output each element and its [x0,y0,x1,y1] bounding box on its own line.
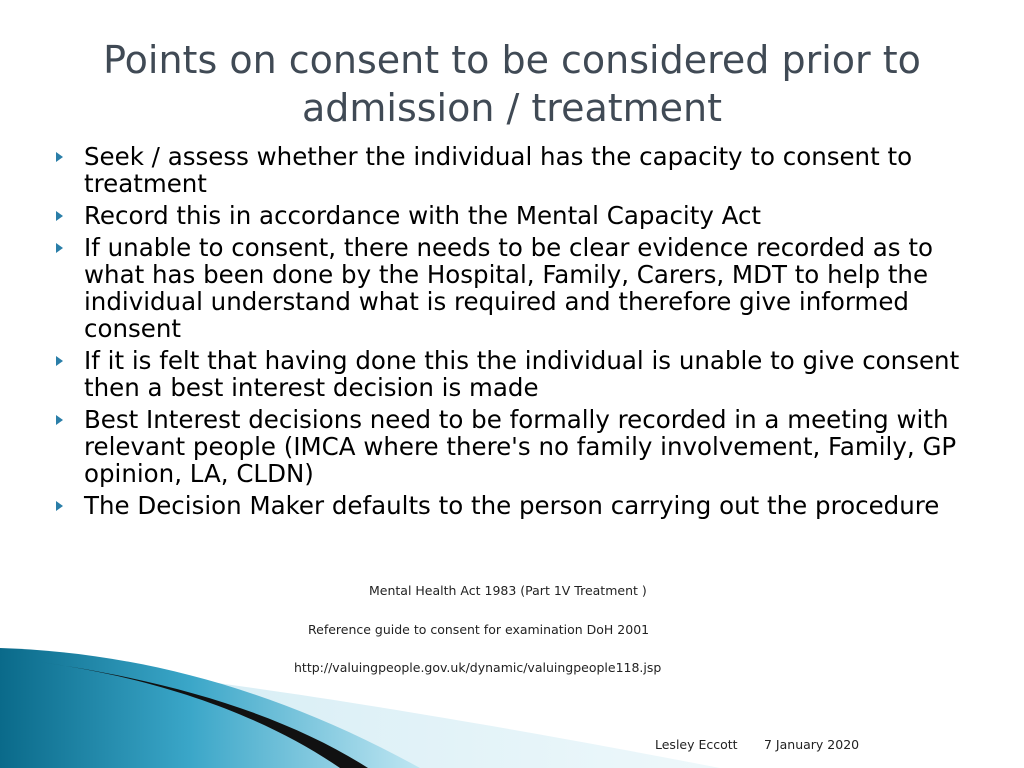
triangle-right-icon [56,415,63,425]
reference-consent-guide: Reference guide to consent for examination DoH 2001 [308,622,650,637]
bullet-item [54,143,999,197]
footer-date: 7 January 2020 [764,737,860,752]
bullet-item [54,347,999,401]
bullet-text: Record this in accordance with the Mental Capacity Act [84,201,762,230]
bullet-text: Seek / assess whether the individual has the capacity to consent to treatment [84,142,913,198]
bullet-text: Best Interest decisions need to be formally recorded in a meeting with relevant people (IMCA where there's no family involvement, Family, GP opinion, LA, CLDN) [84,405,957,488]
bullet-text: If unable to consent, there needs to be clear evidence recorded as to what has been done by the Hospital, Family, Carers, MDT to help the individual understand what is required and therefore give informed consent [84,233,933,343]
triangle-right-icon [56,501,63,511]
bullet-text: If it is felt that having done this the individual is unable to give consent then a best interest decision is made [84,346,960,402]
bullet-item [54,234,999,342]
footer-author: Lesley Eccott [655,737,738,752]
reference-mental-health-act: Mental Health Act 1983 (Part 1V Treatment ) [369,583,647,598]
triangle-right-icon [56,211,63,221]
bullet-list [54,143,999,524]
reference-url: http://valuingpeople.gov.uk/dynamic/valuingpeople118.jsp [294,660,662,675]
triangle-right-icon [56,152,63,162]
bullet-item [54,492,999,519]
triangle-right-icon [56,243,63,253]
bullet-item [54,202,999,229]
slide-title: Points on consent to be considered prior to admission / treatment [103,38,921,130]
triangle-right-icon [56,356,63,366]
bullet-text: The Decision Maker defaults to the person carrying out the procedure [84,491,940,520]
bullet-item [54,406,999,487]
